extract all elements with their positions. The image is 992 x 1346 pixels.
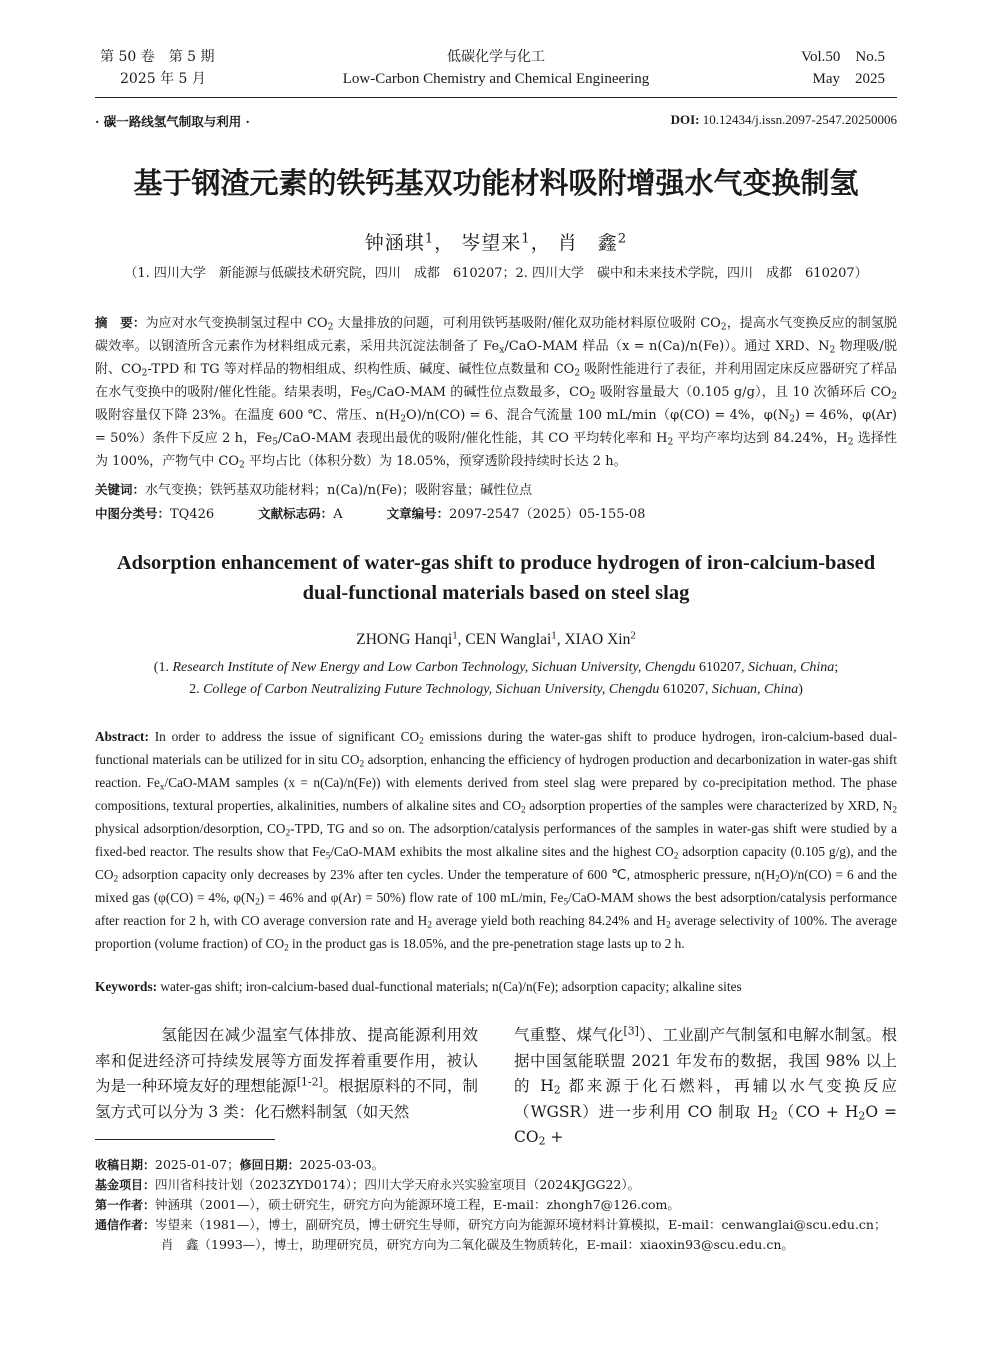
- body-text: +: [545, 1128, 564, 1146]
- citation-link[interactable]: [3]: [623, 1024, 639, 1038]
- aff-name: Research Institute of New Energy and Low Carbon Technology, Sichuan University, Chengdu: [172, 660, 696, 675]
- subscript: 5: [272, 437, 279, 448]
- author-mark: 1: [424, 231, 435, 247]
- clc-label: 中图分类号：: [95, 506, 171, 521]
- abstract-cn: [95, 311, 897, 473]
- aff-zip: 610207,: [695, 660, 748, 675]
- abstract-label-en: Abstract:: [95, 729, 149, 744]
- abstract-text: adsorption, enhancing the efficiency of hydrogen production and decarbonization in water-gas shift reaction. Fe: [95, 752, 897, 790]
- article-number: 2097-2547（2025）05-155-08: [449, 507, 646, 522]
- body-column-right: [514, 1023, 897, 1151]
- footnotes: [95, 1155, 897, 1255]
- subscript: 2: [858, 1109, 866, 1123]
- aff-name: College of Carbon Neutralizing Future Technology, Sichuan University, Chengdu: [203, 682, 660, 697]
- abstract-text: ) = 46% and φ(Ar) = 50%) flow rate of 100 mL/min, Fe: [259, 890, 564, 905]
- keywords-label-en: Keywords:: [95, 979, 158, 994]
- affiliation-en-2: 2. College of Carbon Neutralizing Future Technology, Sichuan University, Chengdu 610207, Sichuan, China): [189, 682, 803, 697]
- classification-line: [95, 503, 897, 522]
- subscript: 2: [359, 759, 365, 770]
- abstract-text: In order to address the issue of significant CO: [148, 729, 420, 744]
- abstract-text: 大量排放的问题，可利用铁钙基吸附/催化双功能材料原位吸附 CO: [333, 316, 721, 331]
- abstract-text: /CaO-MAM 样品（x = n(Ca)/n(Fe)）。通过 XRD、N: [504, 339, 830, 354]
- subscript: 2: [141, 368, 148, 379]
- subscript: 5: [563, 897, 569, 908]
- subscript: 2: [667, 437, 674, 448]
- aff-number: (1.: [153, 660, 173, 675]
- corresponding-text-1: 岑望来（1981—），博士，副研究员，博士研究生导师，研究方向为能源环境材料计算模拟，E-mail：cenwanglai@scu.edu.cn；: [155, 1217, 887, 1232]
- abstract-text: 平均占比（体积分数）为 18.05%，预穿透阶段持续时长达 2 h。: [244, 454, 627, 469]
- affiliation-en: [95, 657, 897, 701]
- subscript: 5: [325, 851, 331, 862]
- abstract-text: /CaO-MAM shows the best adsorption/catalysis performance after reaction for 2 h, with CO average conversion rate and H: [95, 890, 897, 928]
- author-mark: 2: [630, 629, 636, 642]
- subscript: 2: [284, 943, 289, 954]
- abstract-text: emissions during the water-gas shift to produce hydrogen, iron-calcium-based dual-functional materials can be utilized for in situ CO: [95, 729, 897, 767]
- author-mark: 1: [551, 629, 557, 642]
- subscript: 2: [892, 805, 897, 816]
- date-cn: 2025 年 5 月: [120, 71, 206, 87]
- subscript: 2: [720, 322, 727, 333]
- subscript: 2: [589, 391, 596, 402]
- running-header-right: [700, 46, 885, 90]
- keywords-value-cn: 水气变换；铁钙基双功能材料；n(Ca)/n(Fe)；吸附容量；碱性位点: [145, 483, 533, 498]
- body-text: 。根据原料的不同，制氢方式可以分为 3 类：化石燃料制氢（如天然: [95, 1077, 478, 1121]
- revised-date: 2025-03-03。: [299, 1157, 385, 1172]
- abstract-text: in the product gas is 18.05%, and the pre-penetration stage lasts up to 2 h.: [288, 936, 685, 951]
- author-en-2: CEN Wanglai: [465, 631, 552, 648]
- keywords-value-en: water-gas shift; iron-calcium-based dual-functional materials; n(Ca)/n(Fe); adsorption capacity; alkaline sites: [157, 979, 742, 994]
- abstract-text: /CaO-MAM 表现出最优的吸附/催化性能，其 CO 平均转化率和 H: [278, 431, 668, 446]
- author-list-en: ZHONG Hanqi$^1$, CEN Wanglai$^1$, XIAO Xin$^2$: [356, 629, 636, 648]
- subscript: 2: [255, 897, 260, 908]
- abstract-text: 吸附容量最大（0.105 g/g），且 10 次循环后 CO: [595, 385, 892, 400]
- subscript: 2: [673, 851, 679, 862]
- subscript: 2: [891, 391, 897, 402]
- abstract-text: /CaO-MAM samples (x = n(Ca)/n(Fe)) with elements derived from steel slag were prepared by co-precipitation method. The phase compositions, textural properties, alkalinities, numbers of alkaline sites and CO: [95, 775, 897, 813]
- subscript: 2: [327, 322, 334, 333]
- author-cn-3: 肖 鑫: [557, 232, 618, 254]
- date-en: May 2025: [812, 71, 885, 87]
- received-label: 收稿日期：: [95, 1158, 156, 1172]
- subscript: 2: [520, 805, 526, 816]
- corresponding-author-note-2: [95, 1235, 897, 1255]
- column-tag: · 碳一路线氢气制取与利用 ·: [95, 114, 250, 129]
- subscript: 2: [829, 345, 836, 356]
- first-author-label: 第一作者：: [95, 1198, 156, 1212]
- abstract-text: 选择性为 100%，产物气中 CO: [95, 431, 898, 469]
- author-en-1: ZHONG Hanqi: [356, 631, 453, 648]
- aff-zip: 610207,: [659, 682, 712, 697]
- journal-name-cn: 低碳化学与化工: [447, 49, 545, 65]
- abstract-text: average yield both reaching 84.24% and H: [431, 913, 667, 928]
- first-author-text: 钟涵琪（2001—），硕士研究生，研究方向为能源环境工程，E-mail：zhongh7@126.com。: [155, 1197, 680, 1212]
- body-text: O = CO: [514, 1102, 897, 1146]
- subscript: 2: [538, 1134, 546, 1148]
- doi: [540, 112, 897, 128]
- abstract-text: -TPD 和 TG 等对样品的物相组成、织构性质、碱度、碱性位点数量和 CO: [147, 362, 575, 377]
- author-cn-2: 岑望来: [461, 232, 522, 254]
- body-column-left: [95, 1023, 478, 1125]
- subscript: 5: [366, 391, 373, 402]
- abstract-text: adsorption properties of the samples were characterized by XRD, N: [525, 798, 893, 813]
- abstract-label-cn: 摘 要：: [95, 315, 146, 330]
- fund-label: 基金项目：: [95, 1178, 156, 1192]
- citation-link[interactable]: [1-2]: [296, 1075, 323, 1089]
- subscript: 2: [400, 414, 407, 425]
- abstract-text: 平均产率均达到 84.24%，H: [673, 431, 848, 446]
- header-rule: [95, 97, 897, 98]
- abstract-text: ) = 46%，φ(Ar) = 50%）条件下反应 2 h，Fe: [95, 408, 897, 446]
- body-text: ）、工业副产气制氢和电解水制氢。根据中国氢能联盟 2021 年发布的数据，我国 98% 以上的 H: [514, 1026, 897, 1095]
- author-mark: 2: [617, 231, 628, 247]
- volume-issue-en: Vol.50 No.5: [801, 49, 885, 65]
- author-mark: 1: [521, 231, 531, 247]
- doc-code: A: [333, 507, 343, 522]
- subscript: 2: [113, 874, 119, 885]
- fund-text: 四川省科技计划（2023ZYD0174）；四川大学天府永兴实验室项目（2024KJGG22）。: [155, 1177, 641, 1192]
- page-title-en: Adsorption enhancement of water-gas shift to produce hydrogen of iron-calcium-based dual-functional materials based on steel slag: [116, 552, 876, 604]
- first-author-note: [95, 1195, 897, 1215]
- journal-name-en: Low-Carbon Chemistry and Chemical Engineering: [342, 71, 650, 87]
- abstract-text: 为应对水气变换制氢过程中 CO: [145, 316, 328, 331]
- keywords-en: [95, 979, 897, 995]
- received-date: 2025-01-07；: [155, 1157, 240, 1172]
- abstract-text: /CaO-MAM 的碱性位点数最多，CO: [372, 385, 590, 400]
- corresponding-text-2: 肖 鑫（1993—），博士，助理研究员，研究方向为二氧化碳及生物质转化，E-mail：xiaoxin93@scu.edu.cn。: [161, 1237, 794, 1252]
- aff-region: Sichuan, China: [711, 682, 799, 697]
- author-en-3: XIAO Xin: [564, 631, 631, 648]
- subscript: 2: [553, 1083, 561, 1097]
- abstract-text: O)/n(CO) = 6 and the mixed gas (φ(CO) = 4%, φ(N: [95, 867, 897, 905]
- volume-issue-cn: 第 50 卷 第 5 期: [100, 49, 215, 65]
- abstract-text: O)/n(CO) = 6、混合气流量 100 mL/min（φ(CO) = 4%，φ(N: [406, 408, 790, 423]
- doi-link[interactable]: 10.12434/j.issn.2097-2547.20250006: [702, 112, 897, 127]
- article-number-label: 文章编号：: [386, 506, 450, 521]
- body-text: （CO + H: [777, 1102, 859, 1121]
- subscript: 2: [770, 1109, 778, 1123]
- running-header-left: [100, 46, 300, 90]
- subscript: 2: [285, 828, 291, 839]
- aff-number: 2.: [189, 682, 204, 697]
- abstract-text: adsorption capacity (0.105 g/g), and the CO: [95, 844, 897, 882]
- subscript: 2: [574, 368, 581, 379]
- subscript: 2: [775, 874, 780, 885]
- affiliation-en-1: (1. Research Institute of New Energy and Low Carbon Technology, Sichuan University, Chengdu 610207, Sichuan, China;: [153, 660, 839, 675]
- abstract-en: [95, 725, 897, 955]
- abstract-text: /CaO-MAM exhibits the most alkaline sites and the highest CO: [330, 844, 674, 859]
- subscript: 2: [427, 920, 432, 931]
- subscript: 2: [239, 460, 245, 471]
- aff-region: Sichuan, China: [747, 660, 835, 675]
- corresponding-author-note: [95, 1215, 897, 1235]
- clc-number: TQ426: [170, 507, 215, 522]
- affiliation-cn: （1. 四川大学 新能源与低碳技术研究院，四川 成都 610207；2. 四川大学 碳中和未来技术学院，四川 成都 610207）: [124, 266, 868, 281]
- received-dates: [95, 1155, 897, 1175]
- abstract-text: ，提高水气变换反应的制氢脱碳效率。以钢渣所含元素作为材料组成元素，采用共沉淀法制备了 Fe: [95, 316, 897, 354]
- footnote-rule: [95, 1139, 275, 1140]
- keywords-label-cn: 关键词：: [95, 482, 146, 497]
- revised-label: 修回日期：: [239, 1158, 300, 1172]
- keywords-cn: [95, 479, 897, 498]
- abstract-text: 吸附容量仅下降 23%。在温度 600 ℃、常压、n(H: [95, 408, 401, 423]
- page-title-cn: 基于钢渣元素的铁钙基双功能材料吸附增强水气变换制氢: [133, 166, 859, 200]
- running-header-center: [296, 46, 696, 90]
- subscript: 2: [789, 414, 796, 425]
- author-mark: 1: [452, 629, 458, 642]
- abstract-text: 吸附性能进行了表征，并利用固定床反应器研究了样品在水气变换中的吸附/催化性能。结果表明，Fe: [95, 362, 897, 400]
- doi-label: DOI:: [670, 112, 700, 127]
- subscript: 2: [847, 437, 854, 448]
- author-cn-1: 钟涵琪: [364, 232, 425, 254]
- abstract-text: adsorption capacity only decreases by 23% after ten cycles. Under the temperature of 600 ℃, atmospheric pressure, n(H: [118, 867, 776, 882]
- body-text: 气重整、煤气化: [514, 1026, 624, 1044]
- subscript: 2: [666, 920, 671, 931]
- author-list-cn: 钟涵琪$^1$， 岑望来$^1$， 肖 鑫$^2$: [364, 231, 628, 254]
- subscript: x: [499, 345, 505, 356]
- subscript: x: [159, 782, 165, 793]
- abstract-text: 物理吸/脱附、CO: [95, 339, 898, 377]
- body-text: 氢能因在减少温室气体排放、提高能源利用效率和促进经济可持续发展等方面发挥着重要作用，被认为是一种环境友好的理想能源: [95, 1026, 478, 1095]
- body-text: 都来源于化石燃料，再辅以水气变换反应（WGSR）进一步利用 CO 制取 H: [514, 1077, 897, 1121]
- fund-note: [95, 1175, 897, 1195]
- abstract-text: physical adsorption/desorption, CO: [95, 821, 286, 836]
- subscript: 2: [419, 736, 424, 747]
- abstract-text: -TPD, TG and so on. The adsorption/catalysis performances of the samples in water-gas shift were studied by a fixed-bed reactor. The results show that Fe: [95, 821, 897, 859]
- abstract-text: average selectivity of 100%. The average proportion (volume fraction) of CO: [95, 913, 897, 951]
- corresponding-label: 通信作者：: [95, 1218, 156, 1232]
- doc-code-label: 文献标志码：: [258, 506, 334, 521]
